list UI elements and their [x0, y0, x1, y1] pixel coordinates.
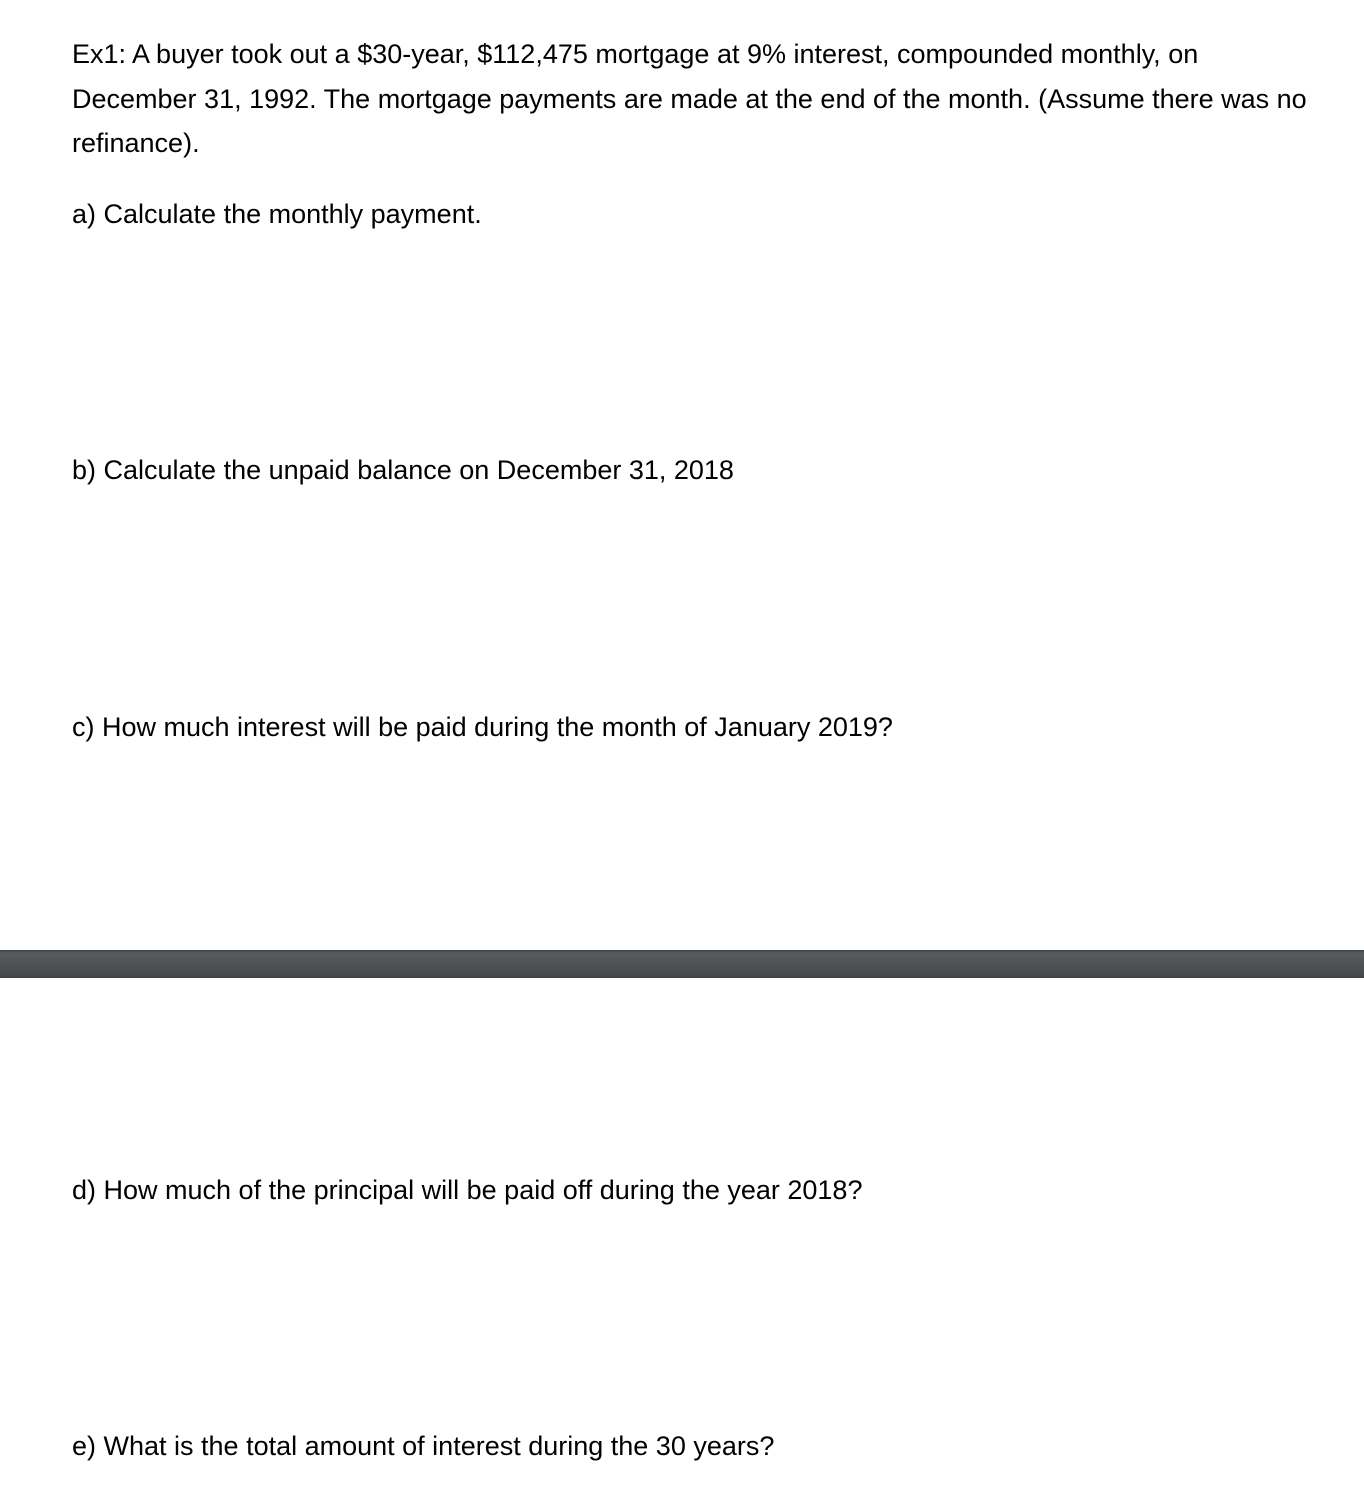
page-divider [0, 950, 1364, 978]
question-d: d) How much of the principal will be paid off during the year 2018? [72, 1175, 863, 1205]
question-c: c) How much interest will be paid during the month of January 2019? [72, 712, 893, 742]
question-a: a) Calculate the monthly payment. [72, 199, 482, 229]
question-e: e) What is the total amount of interest during the 30 years? [72, 1431, 775, 1461]
problem-statement: Ex1: A buyer took out a $30-year, $112,475 mortgage at 9% interest, compounded monthly, on December 31, 1992. The mortgage payments are made at the end of the month. (Assume there was no refinance). [72, 39, 1307, 158]
question-b: b) Calculate the unpaid balance on December 31, 2018 [72, 455, 734, 485]
